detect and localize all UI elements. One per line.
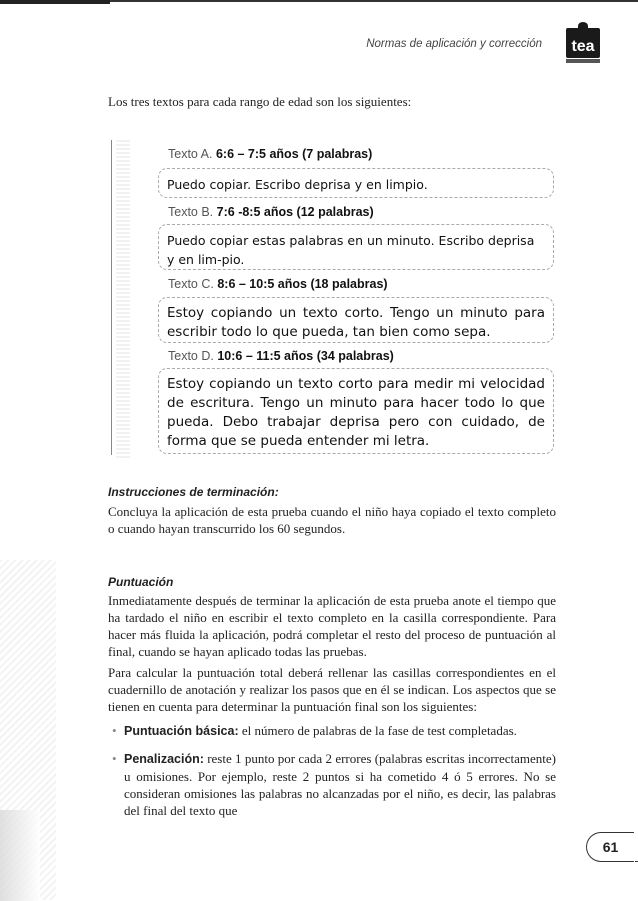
bullet-dot: • xyxy=(112,751,117,766)
running-header: Normas de aplicación y corrección xyxy=(366,38,542,50)
tea-logo: tea xyxy=(566,28,600,58)
text-b-label: Texto B. 7:6 -8:5 años (12 palabras) xyxy=(168,205,374,219)
scoring-paragraph-1: Inmediatamente después de terminar la aplicación de esta prueba anote el tiempo que ha tardado el niño en escribir el texto completo en la casilla correspondiente. Para hacer más fluida la aplicación, podrá completar el resto del proceso de puntuación al final, cuando se hayan aplicado todas las pruebas. xyxy=(108,593,556,659)
margin-shade xyxy=(116,140,130,458)
scoring-paragraph-2: Para calcular la puntuación total deberá rellenar las casillas correspondientes en el cuadernillo de anotación y realizar los pasos que en él se indican. Los aspectos que se tienen en cuenta para determinar la puntuación final son los siguientes: xyxy=(108,665,556,714)
scan-edge-shade-bottom xyxy=(0,810,40,901)
termination-body: Concluya la aplicación de esta prueba cuando el niño haya copiado el texto completo o cuando hayan transcurrido los 60 segundos. xyxy=(108,504,556,536)
intro-text: Los tres textos para cada rango de edad son los siguientes: xyxy=(108,94,412,109)
bullet-penalty: • Penalización: reste 1 punto por cada 2 errores (palabras escritas incorrectamente) u omisiones. Por ejemplo, reste 2 puntos si ha cometido 4 ó 5 errores. No se consideran omisiones las palabras no alcanzadas por el niño, es decir, las palabras del final del texto que xyxy=(112,751,556,818)
termination-heading: Instrucciones de terminación: xyxy=(108,485,279,499)
text-a-label: Texto A. 6:6 – 7:5 años (7 palabras) xyxy=(168,147,373,161)
text-b-box: Puedo copiar estas palabras en un minuto. Escribo deprisa y en lim-pio. xyxy=(158,224,554,270)
text-c-box: Estoy copiando un texto corto. Tengo un minuto para escribir todo lo que pueda, tan bien como sepa. xyxy=(158,297,554,343)
text-a-box: Puedo copiar. Escribo deprisa y en limpio. xyxy=(158,168,554,198)
margin-rule xyxy=(111,140,112,455)
bullet-dot: • xyxy=(112,723,117,738)
bullet-basic-score: • Puntuación básica: el número de palabras de la fase de test completadas. xyxy=(112,723,517,738)
scoring-heading: Puntuación xyxy=(108,575,174,589)
logo-underbar xyxy=(566,59,600,63)
top-rule xyxy=(0,0,638,6)
text-d-box: Estoy copiando un texto corto para medir mi velocidad de escritura. Tengo un minuto para hacer todo lo que pueda. Debo trabajar deprisa pero con cuidado, de forma que se pueda entender mi letra. xyxy=(158,368,554,454)
text-d-label: Texto D. 10:6 – 11:5 años (34 palabras) xyxy=(168,349,394,363)
text-c-label: Texto C. 8:6 – 10:5 años (18 palabras) xyxy=(168,277,388,291)
page-number: 61 xyxy=(586,832,634,862)
